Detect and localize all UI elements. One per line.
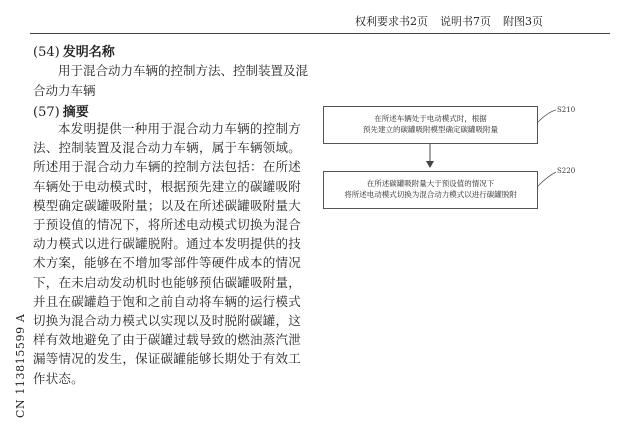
step-s220-line1: 在所述碳罐吸附量大于预设值的情况下: [366, 179, 495, 188]
step-s210-label: S210: [557, 106, 576, 114]
invention-title-text: 用于混合动力车辆的控制方法、控制装置及混合动力车辆: [33, 63, 309, 98]
abstract-body: 本发明提供一种用于混合动力车辆的控制方法、控制装置及混合动力车辆，属于车辆领域。所述用于混合动力车辆的控制方法包括：在所述车辆处于电动模式时，根据预先建立的碳罐吸附模型确定碳罐吸附量；以及在所述碳罐吸附量大于预设值的情况下，将所述电动模式切换为混合动力模式以进行碳罐脱附。通过本发明提供的技术方案，能够在不增加零部件等硬件成本的情况下，在未启动发动机时也能够预估碳罐吸附量，并且在碳罐趋于饱和之前自动将车辆的运行模式切换为混合动力模式以实现以及时脱附碳罐，这样有效地避免了由于碳罐过载导致的燃油蒸汽泄漏等情况的发生，保证碳罐能够长期处于有效工作状态。: [33, 121, 301, 386]
claims-page-count: 权利要求书2页: [355, 15, 428, 28]
title-section-label: 发明名称: [62, 45, 115, 60]
step-s220-label: S220: [557, 167, 576, 175]
flowchart-step-s210: [323, 106, 538, 144]
step-s210-line1: 在所述车辆处于电动模式时，根据: [374, 114, 487, 123]
drawing-page-count: 附图3页: [503, 15, 543, 28]
abstract-section-number: (57): [33, 105, 60, 120]
step-s220-line2: 将所述电动模式切换为混合动力模式以进行碳罐脱附: [344, 190, 517, 199]
publication-number: CN 113815599 A: [14, 313, 27, 418]
description-page-count: 说明书7页: [440, 15, 491, 28]
s220-leader-line: [538, 172, 556, 186]
s210-leader-line: [538, 110, 556, 122]
flowchart-step-s220: [323, 171, 538, 209]
abstract-section-label: 摘要: [62, 105, 89, 120]
step-s210-line2: 预先建立的碳罐吸附模型确定碳罐吸附量: [363, 125, 498, 134]
title-section-number: (54): [33, 45, 60, 60]
